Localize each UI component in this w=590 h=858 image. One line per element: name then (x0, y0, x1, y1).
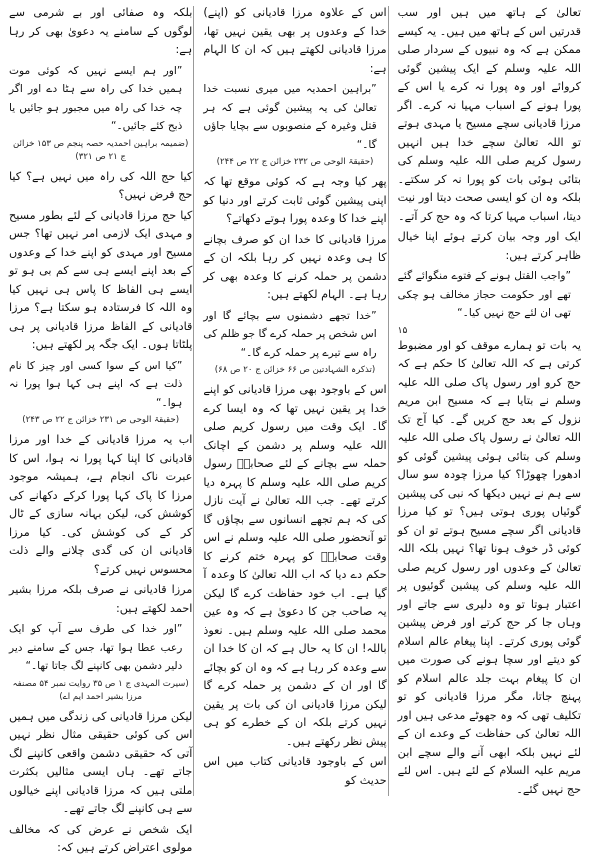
paragraph: اس کے باوجود قادیانی کتاب میں اس حدیث کو (203, 755, 387, 787)
paragraph: مرزا قادیانی نے صرف بلکہ مرزا بشیر احمد لکھتے ہیں: (9, 583, 193, 615)
paragraph: لیکن مرزا قادیانی کی زندگی میں ہمیں اس کی کوئی حقیقی مثال نظر نہیں آتی کہ حقیقی دشمن واقعی کانپنے لگ جاتے تھے۔ ہاں ایسی مثالیں بکثرت ملتی ہیں کہ مرزا قادیانی اپنے خیالوں سے ہی کانپنے لگ جاتے تھے۔ (9, 709, 193, 815)
page-number: ۱۵ (397, 325, 408, 336)
quotation: ”خدا تجھے دشمنوں سے بچائے گا اور اس شخص پر حملہ کرے گا جو ظلم کی راہ سے تیرے پر حملہ کرے گا۔“ (203, 309, 377, 359)
citation: (حقیقۃ الوحی ص ۲۳۲ خزائن ج ۲۲ ص ۲۴۴) (216, 157, 374, 167)
column-middle (200, 4, 389, 800)
paragraph: مرزا قادیانی کا خدا ان کو صرف بچانے کا ہی وعدہ نہیں کر رہا بلکہ ان کے دشمن پر حملہ کرنے کا وعدہ بھی کر رہا ہے۔ الہام لکھتے ہیں: (203, 232, 387, 301)
column-right (395, 4, 584, 800)
citation: (سیرت المہدی ج ۱ ص ۳۵ روایت نمبر ۵۴ مصنفہ مرزا بشیر احمد ایم اے) (12, 678, 189, 702)
paragraph: ایک اور وجہ بیان کرتے ہوئے اپنا خیال ظاہر کرتے ہیں: (397, 230, 581, 262)
quotation: ”اور خدا کی طرف سے آپ کو ایک رعب عطا ہوا تھا، جس کے سامنے دیر دلیر دشمن بھی کانپنے لگ جاتا تھا۔“ (9, 623, 183, 672)
paragraph: پھر کیا وجہ ہے کہ کوئی موقع تھا کہ اپنی پیشین گوئی ثابت کرتے اور دنیا کو اپنے خدا کا وعدہ پورا ہوتے دکھاتے؟ (203, 175, 387, 225)
paragraph: اس کے علاوہ مرزا قادیانی کو (اپنے) خدا کے وعدوں پر بھی یقین نہیں تھا، مرزا قادیانی لکھتے ہیں کہ ان کا الہام ہے: (203, 6, 387, 75)
paragraph: کیا حج اللہ کی راہ میں نہیں ہے؟ کیا حج فرض نہیں؟ (9, 169, 193, 201)
citation: (ضمیمہ براہین احمدیہ حصہ پنجم ص ۱۵۳ خزائن ج ۲۱ ص ۳۲۱) (13, 138, 189, 162)
column-left (6, 4, 195, 854)
quotation: ”واجب القتل ہونے کے فتوے منگوائے گئے تھے اور حکومت حجاز مخالف ہو چکی تھی ان لئے حج نہیں کیا۔“ (397, 270, 571, 319)
paragraph: یہ بات تو ہمارے موقف کو اور مضبوط کرتی ہے کہ اللہ تعالیٰ کا حکم ہے کہ حج کرو اور رسول پاک صلی اللہ علیہ وسلم نے بتایا ہے کہ مسیح ابن مریم نزول کے بعد حج کریں گے۔ کیا آج تک اللہ تعالیٰ نے رسول پاک صلی اللہ علیہ وسلم کی بتائی ہوئی پیشین گوئی کو ادھورا چھوڑا؟ کیا مرزا چودہ سو سال سے ہم نے نہیں دیکھا کہ نبی کی پیشین گوئیاں پوری ہوتی ہیں؟ تو کیا مرزا قادیانی اگر سچے مسیح ہوتے تو ان کو کوئی ڈر خوف ہونا تھا؟ نہیں بلکہ اللہ تعالیٰ کے وعدوں اور رسول کریم صلی اللہ علیہ وسلم کی پیشین گوئیوں پر اعتبار ہوتا تو وہ دلیری سے جاتے اور وہاں جا کر حج کرتے اور فرض پیشین گوئی پوری کرتے۔ اپنا پیغام عالم اسلام کو دیتے اور سچا ہونے کی صورت میں ان کا پیغام بہت جلد عالم اسلام کو پہنچ جاتا، مگر مرزا قادیانی کو تو تکلیف تھی کہ وہ جھوٹے مدعی ہیں اور اللہ تعالیٰ کی حفاظت کے وعدے ان کے لئے نہیں بلکہ ابھی آنے والے سچے ابن مریم علیہ السلام کے لئے ہیں۔ اس لئے حج نہیں گئے۔ (397, 338, 581, 796)
paragraph: اب یہ مرزا قادیانی کے خدا اور مرزا قادیانی کا اپنا کہا پورا نہ ہوا، اس کا عبرت ناک انجام ہے، ہمیشہ موجود مرزا کا پاک کہا پورا کرکے دکھانے کی کوشش کی، لیکن بہانہ سازی کے ٹال کر کے کی کوشش کی۔ کیا مرزا قادیانی ان کی گدی چلانے والے ذلت محسوس نہیں کرتے؟ (9, 433, 193, 576)
paragraph: بلکہ وہ صفائی اور بے شرمی سے لوگوں کے سامنے یہ دعویٰ بھی کر رہا ہے: (9, 6, 193, 56)
citation: (تذکرہ الشہادتین ص ۶۶ خزائن ج ۲۰ ص ۶۸) (214, 365, 376, 375)
column-divider (193, 6, 194, 796)
quotation: ”اور ہم ایسے نہیں کہ کوئی موت ہمیں خدا کی راہ سے ہٹا دے اور اگر چہ خدا کی راہ میں مجبور ہو جائیں یا ذبح کئے جائیں۔“ (9, 64, 183, 132)
citation: (حقیقۃ الوحی ص ۲۳۱ خزائن ج ۲۲ ص ۲۴۳) (22, 415, 180, 425)
column-divider (388, 6, 389, 796)
paragraph: ایک شخص نے عرض کی کہ مخالف مولوی اعتراض کرتے ہیں کہ: (9, 822, 193, 854)
paragraph: تعالیٰ کے ہاتھ میں ہیں اور سب قدرتیں اس کے ہاتھ میں ہیں۔ یہ کیسے ممکن ہے کہ وہ نبیوں کے سردار صلی اللہ علیہ وسلم کے ایک پیشین گوئی کروائے اور وہ پورا نہ کرے یا اس کے پورا ہونے کے اسباب مہیا نہ کرے۔ اگر مرزا قادیانی سچے مسیح یا مہدی ہوتے تو اللہ تعالیٰ سچے خدا ہیں انہیں رسول کریم صلی اللہ علیہ وسلم کی بتائی ہوئی بات کو پورا نہ کر سکتے۔ بلکہ وہ ان کو ایسی صحت دیتا اور نیت دیتا، اسباب مہیا کرتا کہ وہ حج کر آتے۔ (397, 6, 581, 223)
quotation: ”براہین احمدیہ میں میری نسبت خدا تعالیٰ کی یہ پیشین گوئی ہے کہ ہر قتل وغیرہ کے منصوبوں سے بچایا جاؤں گا۔“ (203, 83, 377, 151)
paragraph: اس کے باوجود بھی مرزا قادیانی کو اپنے خدا پر یقین نہیں تھا کہ وہ ایسا کرے گا۔ ایک وقت میں رسول کریم صلی اللہ علیہ وسلم پر دشمن کے اچانک حملہ سے بچانے کے لئے صحابہؓ رسول کریم صلی اللہ علیہ وسلم کا پہرہ دیا کرتے تھے۔ جب اللہ تعالیٰ نے آیت نازل کی کہ ہم تجھے انسانوں سے بچاؤں گا تو آنحضور صلی اللہ علیہ وسلم نے اس وقت صحابہؓ کو پہرہ ختم کرنے کا حکم دے دیا کہ اب اللہ تعالیٰ کا وعدہ آ گیا ہے۔ اب خود حفاظت کرے گا لیکن یہ صاحب جن کا دعویٰ ہے کہ وہ عین محمد صلی اللہ علیہ وسلم ہیں۔ نعوذ باللہ! ان کا یہ حال ہے کہ ان کا خدا ان سے وعدہ کر رہا ہے کہ وہ ان کو بچائے گا اور ان کے دشمن پر حملہ کرے گا لیکن مرزا قادیانی ان کی بات پر یقین نہیں کرتے بلکہ ان کے خطرے کو ہی پیش نظر رکھتے ہیں۔ (203, 383, 387, 748)
quotation: ”کیا اس کے سوا کسی اور چیز کا نام ذلت ہے کہ اپنے ہی کہا ہوا پورا نہ ہوا۔“ (9, 359, 183, 409)
paragraph: کیا حج مرزا قادیانی کے لئے بطور مسیح و مہدی ایک لازمی امر نہیں تھا؟ جس مسیح اور مہدی کو اپنے خدا کے وعدوں کے بعد اپنے ایسے ہی سے کم بی ہو تو ایسے ہی الفاظ کا پاس ہی نہیں کیا وہ اللہ کا فرستادہ ہو سکتا ہے؟ مرزا قادیانی کے الفاظ مرزا قادیانی پر ہی پلٹاتا ہوں۔ ایک جگہ پر لکھتے ہیں: (9, 208, 193, 351)
